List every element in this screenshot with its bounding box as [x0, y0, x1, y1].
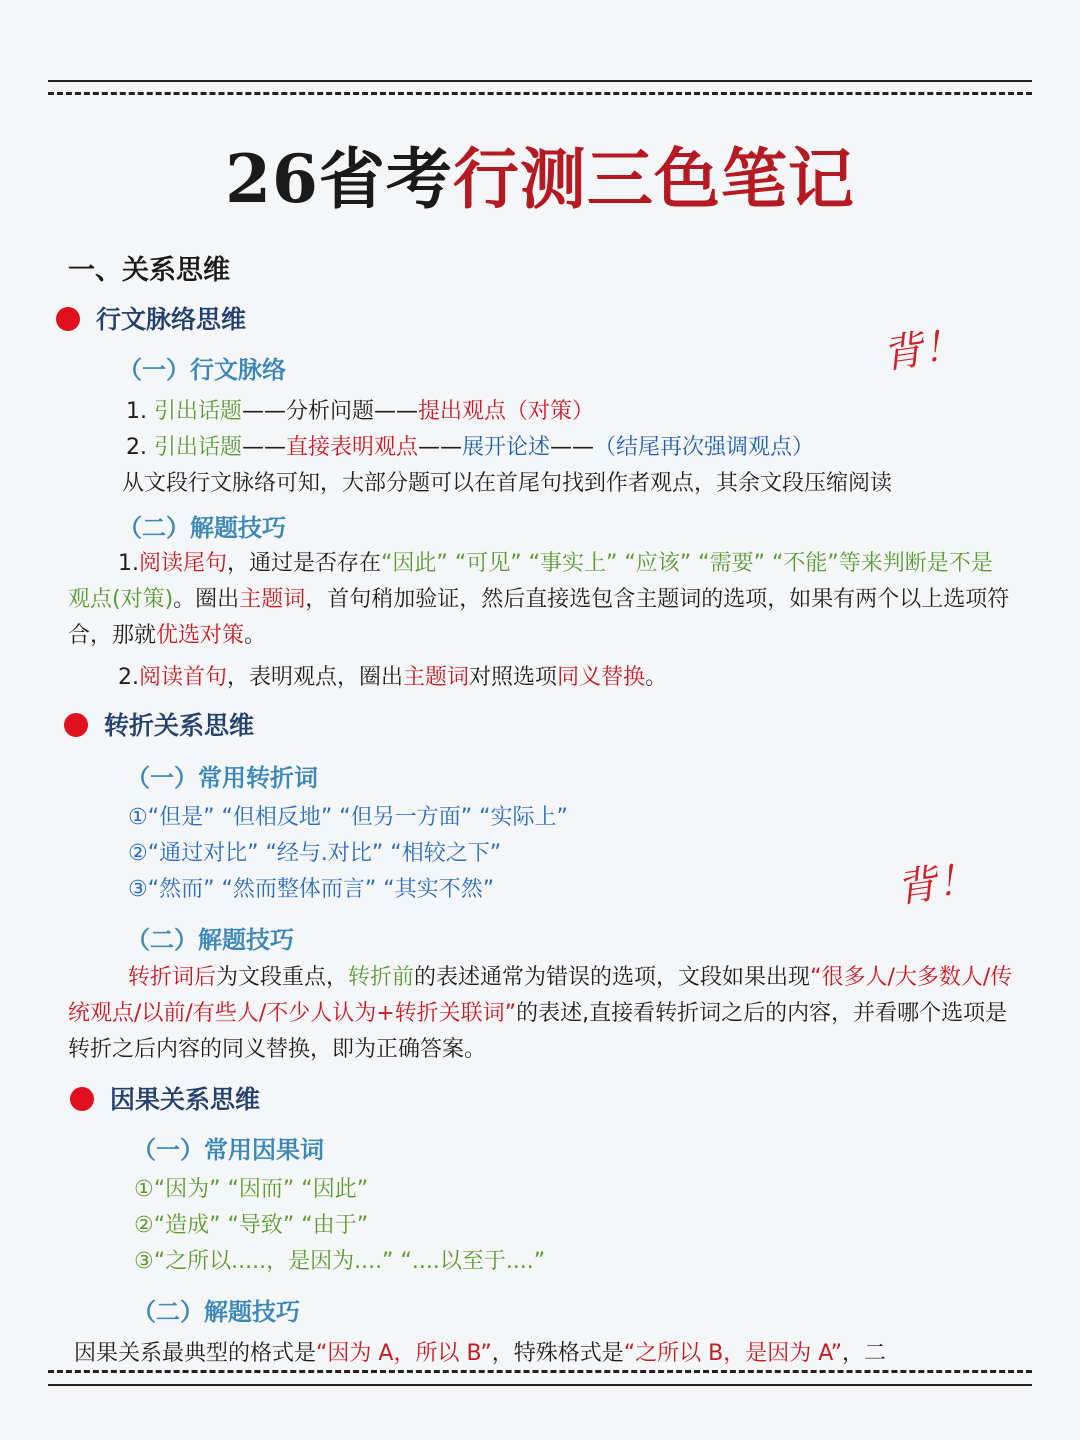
text-red: 转折词后	[128, 965, 217, 990]
section1-heading: 一、关系思维	[68, 255, 230, 286]
text-plain: 对照选项	[469, 665, 558, 690]
text-plain: ，首句稍加验证，然后直接选包含主题词的选项，如果有两个以上选项符合，那就	[68, 587, 1010, 648]
block3-words-line1: ①“因为” “因而” “因此”	[134, 1177, 369, 1202]
text-red: 阅读尾句	[139, 551, 228, 576]
text-plain: ，表明观点，圈出	[227, 665, 404, 690]
bullet-dot-icon	[70, 1087, 94, 1111]
title-black: 26省考	[225, 140, 453, 218]
bullet-dot-icon	[56, 307, 80, 331]
text-green: 引出话题	[153, 399, 242, 424]
text-plain: ——	[242, 435, 286, 460]
text-red: “之所以 B，是因为 A”	[623, 1341, 842, 1366]
block2-sub1-heading: （一）常用转折词	[126, 764, 318, 792]
block2-words-line1: ①“但是” “但相反地” “但另一方面” “实际上”	[128, 805, 568, 830]
block3-heading	[70, 1080, 260, 1116]
text-plain: ——	[418, 435, 463, 460]
line-num: 1.	[126, 399, 154, 424]
text-green: 引出话题	[153, 435, 242, 460]
block3-heading-text: 因果关系思维	[110, 1085, 261, 1114]
block3-sub1-heading: （一）常用因果词	[132, 1136, 324, 1164]
block2-heading	[64, 706, 254, 742]
top-dashed-rule	[48, 92, 1032, 95]
text-red: 同义替换	[557, 665, 646, 690]
top-solid-rule	[48, 80, 1032, 82]
block1-heading	[56, 300, 246, 336]
text-red: 阅读首句	[139, 665, 228, 690]
text-red: “很多人/大多数人/传统观点/以前/有些人/不少人认为+转折关联词”	[68, 965, 1013, 1026]
block1-line3: 从文段行文脉络可知，大部分题可以在首尾句找到作者观点，其余文段压缩阅读	[122, 471, 893, 496]
block1-sub2-heading: （二）解题技巧	[118, 514, 286, 542]
block3-words-line3: ③“之所以.....，是因为....” “....以至于....”	[134, 1249, 546, 1274]
text-plain: ——分析问题——	[242, 399, 419, 424]
handwritten-note-2: 背！	[893, 855, 980, 913]
line-num: 2.	[126, 435, 154, 460]
title-red: 行测三色笔记	[452, 140, 855, 218]
handwritten-note-1: 背！	[879, 321, 966, 379]
block2-words-line3: ③“然而” “然而整体而言” “其实不然”	[128, 877, 495, 902]
text-plain: ，二	[841, 1341, 886, 1366]
block3-sub2-heading: （二）解题技巧	[132, 1298, 300, 1326]
bottom-dashed-rule	[48, 1370, 1032, 1373]
text-blue: 展开论述	[462, 435, 551, 460]
block3-words-line2: ②“造成” “导致” “由于”	[134, 1213, 369, 1238]
text-red: 主题词	[239, 587, 306, 612]
block3-tip-line	[74, 1336, 886, 1367]
bullet-dot-icon	[64, 713, 88, 737]
text-plain: ，通过是否存在	[227, 551, 382, 576]
text-plain: 因果关系最典型的格式是	[74, 1341, 317, 1366]
para-num: 2.	[118, 665, 139, 690]
block1-line2	[126, 430, 814, 461]
text-red: “因为 A，所以 B”	[316, 1341, 492, 1366]
block2-tip-paragraph	[68, 960, 1013, 1068]
page-title	[0, 126, 1080, 221]
text-green: 转折前	[348, 965, 415, 990]
text-blue: （结尾再次强调观点）	[594, 435, 815, 460]
text-red: 提出观点（对策）	[418, 399, 595, 424]
text-red: 直接表明观点	[286, 435, 419, 460]
text-plain: ——	[550, 435, 595, 460]
text-plain: 。	[244, 623, 267, 648]
block2-heading-text: 转折关系思维	[104, 711, 255, 740]
block2-words-line2: ②“通过对比” “经与.对比” “相较之下”	[128, 841, 502, 866]
text-plain: 为文段重点，	[216, 965, 349, 990]
block2-sub2-heading: （二）解题技巧	[126, 926, 294, 954]
text-red: 优选对策	[156, 623, 245, 648]
block1-tip1-paragraph	[68, 546, 1013, 654]
text-plain: 的表述,直接看转折词之后的内容，并看哪个选项是转折之后内容的同义替换，即为正确答案。	[68, 1001, 1008, 1062]
block1-heading-text: 行文脉络思维	[96, 305, 247, 334]
text-plain: 。	[645, 665, 668, 690]
text-plain: 的表述通常为错误的选项，文段如果出现	[414, 965, 811, 990]
para-num: 1.	[118, 551, 139, 576]
text-plain: 。圈出	[173, 587, 240, 612]
text-plain: ，特殊格式是	[491, 1341, 624, 1366]
block1-tip2-line	[118, 660, 667, 691]
bottom-solid-rule	[48, 1384, 1032, 1386]
text-green: “因此” “可见” “事实上” “应该” “需要” “不能”等来判断是不是观点(对策)	[68, 551, 993, 612]
block1-line1	[126, 394, 594, 425]
text-red: 主题词	[403, 665, 470, 690]
block1-sub1-heading: （一）行文脉络	[118, 356, 286, 384]
